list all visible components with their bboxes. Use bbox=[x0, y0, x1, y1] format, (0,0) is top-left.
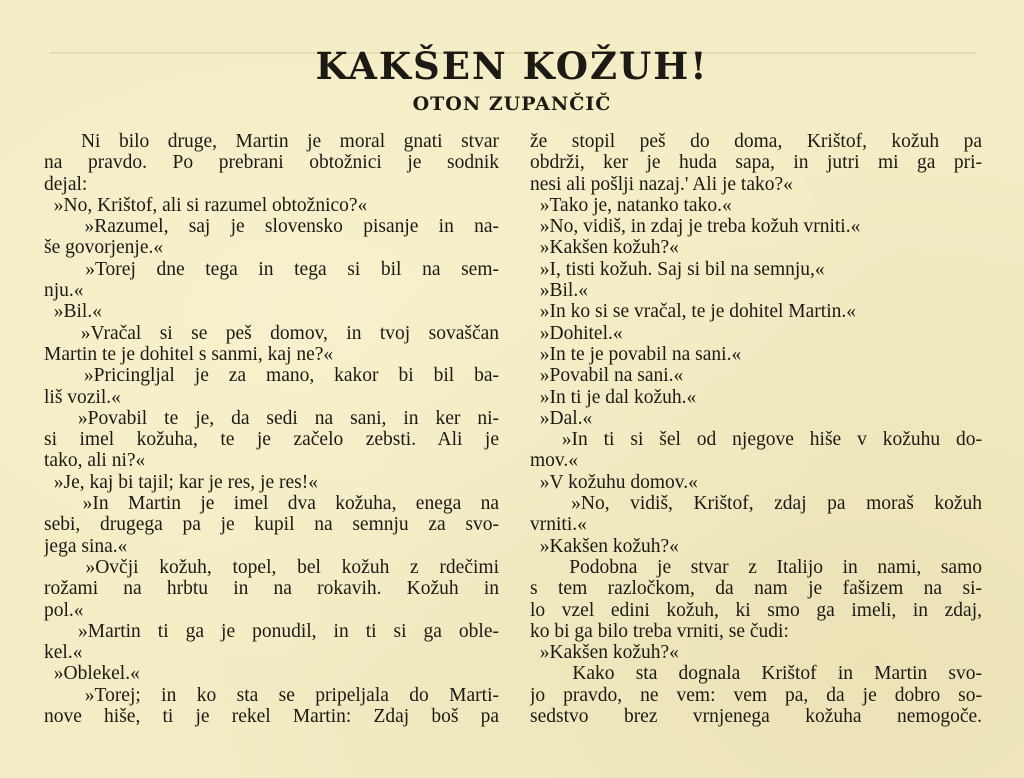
text-line: »Torej; in ko sta se pripeljala do Marti- bbox=[44, 684, 499, 706]
text-line: sedstvo brez vrnjenega kožuha nemogoče. bbox=[530, 706, 982, 728]
text-line: »In ko si se vračal, te je dohitel Martin.« bbox=[530, 301, 856, 323]
text-line: si imel kožuha, te je začelo zebsti. Ali je bbox=[44, 429, 499, 451]
text-line: »Kakšen kožuh?« bbox=[530, 237, 679, 259]
text-line: tako, ali ni?« bbox=[44, 450, 146, 472]
text-line: ko bi ga bilo treba vrniti, se čudi: bbox=[530, 620, 789, 642]
text-line: »No, Krištof, ali si razumel obtožnico?« bbox=[44, 194, 368, 216]
text-column-left bbox=[44, 131, 499, 727]
text-line: »Bil.« bbox=[530, 280, 588, 302]
text-line: »In te je povabil na sani.« bbox=[530, 343, 742, 365]
text-line: s tem razločkom, da nam je fašizem na si- bbox=[530, 578, 982, 600]
text-line: »Kakšen kožuh?« bbox=[530, 535, 679, 557]
text-line: »Pricingljal je za mano, kakor bi bil ba- bbox=[44, 365, 499, 387]
text-line: »In ti si šel od njegove hiše v kožuhu do- bbox=[530, 429, 982, 451]
text-column-right bbox=[530, 131, 982, 727]
text-line: dejal: bbox=[44, 173, 88, 195]
text-line: sebi, drugega pa je kupil na semnju za svo- bbox=[44, 514, 499, 536]
text-line: rožami na hrbtu in na rokavih. Kožuh in bbox=[44, 578, 499, 600]
text-line: Ni bilo druge, Martin je moral gnati stvar bbox=[44, 131, 499, 152]
text-line: pol.« bbox=[44, 599, 84, 621]
text-line: »V kožuhu domov.« bbox=[530, 471, 698, 493]
text-line: »Povabil na sani.« bbox=[530, 365, 684, 387]
text-line: »No, vidiš, in zdaj je treba kožuh vrniti.« bbox=[530, 216, 861, 238]
text-line: »In Martin je imel dva kožuha, enega na bbox=[44, 493, 499, 515]
text-line: Podobna je stvar z Italijo in nami, samo bbox=[530, 556, 982, 578]
text-line: »Torej dne tega in tega si bil na sem- bbox=[44, 258, 499, 280]
text-line: še govorjenje.« bbox=[44, 237, 164, 259]
text-line: vrniti.« bbox=[530, 514, 587, 536]
text-line: »Razumel, saj je slovensko pisanje in na- bbox=[44, 216, 499, 238]
text-line: mov.« bbox=[530, 450, 579, 472]
article-title: KAKŠEN KOŽUH! bbox=[315, 44, 709, 88]
text-line: »Tako je, natanko tako.« bbox=[530, 194, 732, 216]
text-line: »Bil.« bbox=[44, 301, 102, 323]
text-line: Martin te je dohitel s sanmi, kaj ne?« bbox=[44, 343, 334, 365]
text-line: »Dohitel.« bbox=[530, 322, 623, 344]
text-line: »Martin ti ga je ponudil, in ti si ga oble- bbox=[44, 620, 499, 642]
text-line: jo pravdo, ne vem: vem pa, da je dobro so- bbox=[530, 684, 982, 706]
text-line: »Je, kaj bi tajil; kar je res, je res!« bbox=[44, 471, 318, 493]
text-line: »I, tisti kožuh. Saj si bil na semnju,« bbox=[530, 258, 825, 280]
text-line: kel.« bbox=[44, 642, 83, 664]
text-line: Kako sta dognala Krištof in Martin svo- bbox=[530, 663, 982, 685]
text-line: »In ti je dal kožuh.« bbox=[530, 386, 697, 408]
text-line: na pravdo. Po prebrani obtožnici je sodnik bbox=[44, 152, 499, 174]
text-line: lo vzel edini kožuh, ki smo ga imeli, in zdaj, bbox=[530, 599, 982, 621]
text-line: nju.« bbox=[44, 280, 84, 302]
text-line: »Ovčji kožuh, topel, bel kožuh z rdečimi bbox=[44, 556, 499, 578]
text-line: nesi ali pošlji nazaj.' Ali je tako?« bbox=[530, 173, 793, 195]
text-line: liš vozil.« bbox=[44, 386, 121, 408]
text-line: »No, vidiš, Krištof, zdaj pa moraš kožuh bbox=[530, 493, 982, 515]
text-line: »Dal.« bbox=[530, 407, 593, 429]
text-line: nove hiše, ti je rekel Martin: Zdaj boš pa bbox=[44, 706, 499, 728]
text-line: »Oblekel.« bbox=[44, 663, 140, 685]
text-line: obdrži, ker je huda sapa, in jutri mi ga pri- bbox=[530, 152, 982, 174]
article-author: OTON ZUPANČIČ bbox=[412, 93, 612, 115]
text-line: jega sina.« bbox=[44, 535, 128, 557]
text-line: »Povabil te je, da sedi na sani, in ker ni- bbox=[44, 407, 499, 429]
text-line: »Vračal si se peš domov, in tvoj sovaščan bbox=[44, 322, 499, 344]
text-line: »Kakšen kožuh?« bbox=[530, 642, 679, 664]
text-line: že stopil peš do doma, Krištof, kožuh pa bbox=[530, 131, 982, 152]
